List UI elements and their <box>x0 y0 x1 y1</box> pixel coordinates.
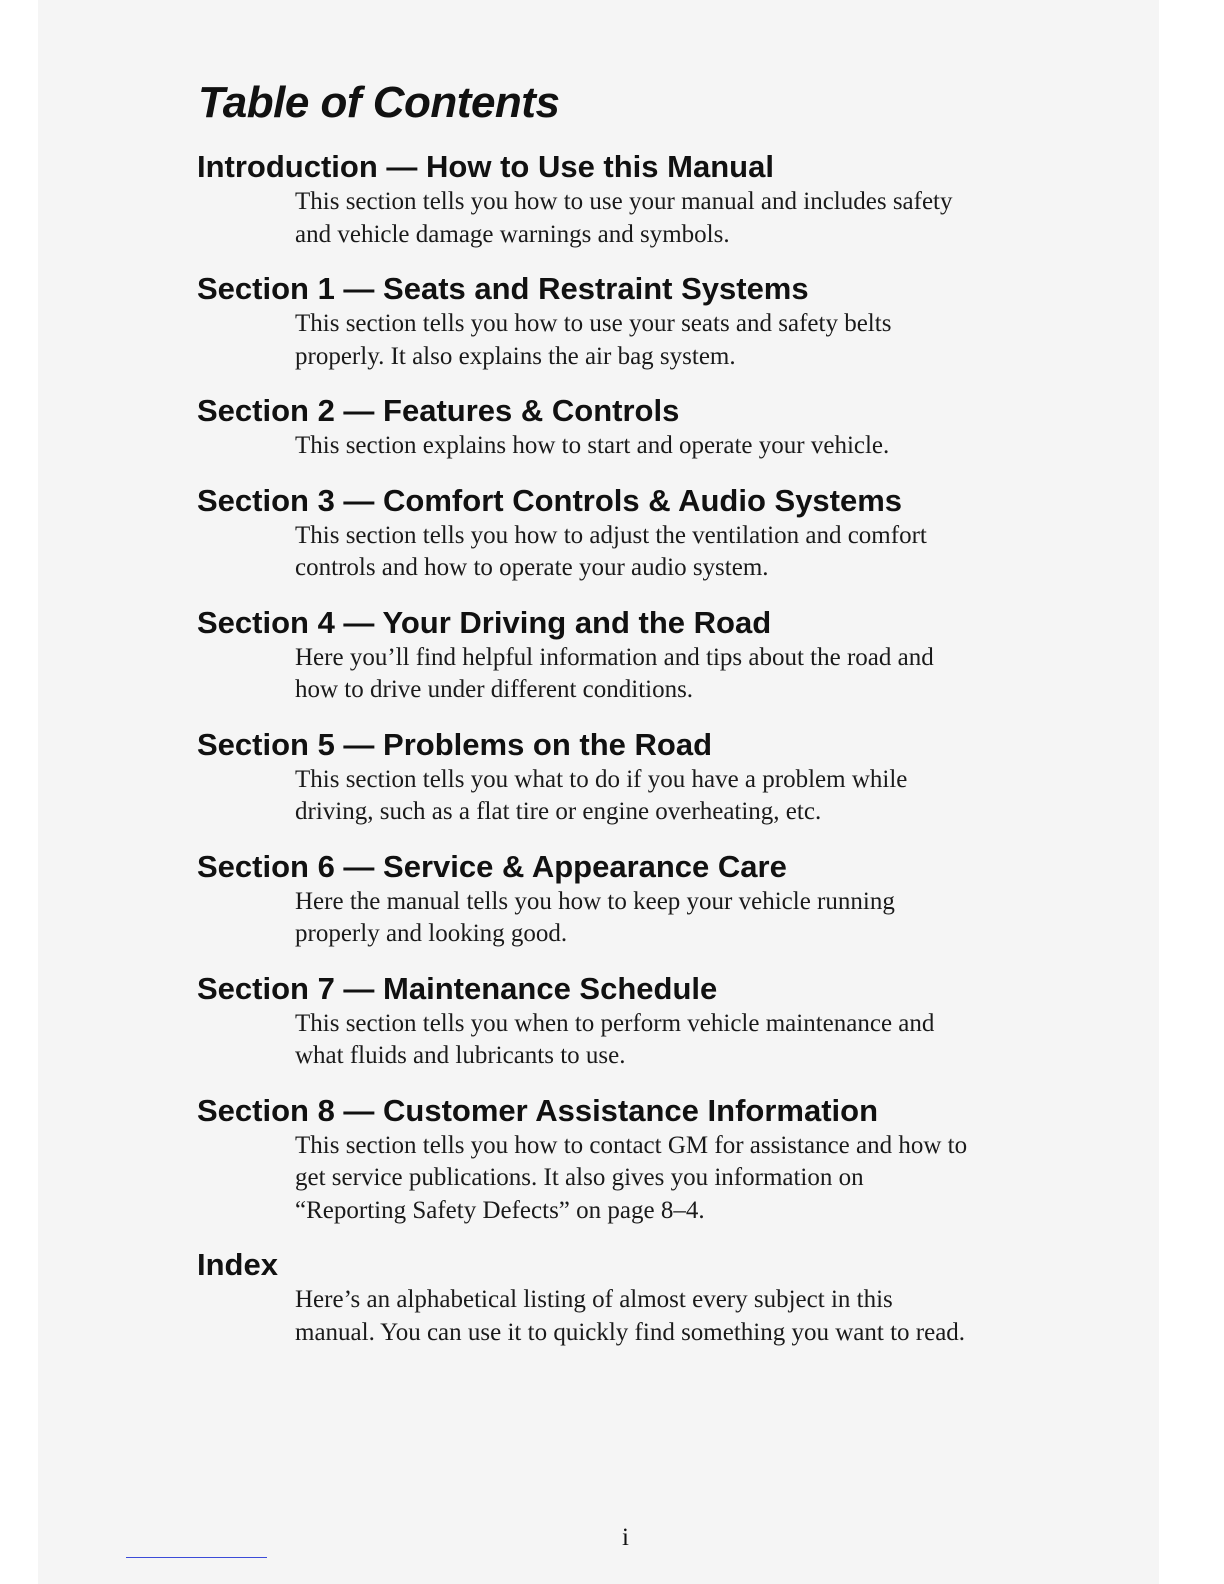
toc-entry-description-line: This section tells you what to do if you have a problem while <box>295 765 908 793</box>
toc-entry-description <box>295 308 1057 373</box>
toc-entry-heading: Section 1 — Seats and Restraint Systems <box>197 271 809 306</box>
toc-entry-heading: Section 8 — Customer Assistance Information <box>197 1092 879 1128</box>
toc-entry-description <box>295 764 1057 829</box>
toc-entry-description-line: This section tells you how to adjust the ventilation and comfort <box>295 521 927 549</box>
toc-entry-description-line: how to drive under different conditions. <box>295 676 694 703</box>
toc-entry <box>197 482 1057 585</box>
footer-rule <box>126 1557 267 1558</box>
toc-entry <box>197 148 1057 251</box>
toc-entry-description-line: Here the manual tells you how to keep your vehicle running <box>295 887 895 915</box>
toc-entry-description <box>295 186 1057 251</box>
page-number: i <box>622 1524 629 1551</box>
toc-entry <box>197 270 1057 373</box>
toc-entry-heading: Section 5 — Problems on the Road <box>197 726 713 762</box>
toc-entry-heading: Section 7 — Maintenance Schedule <box>197 970 718 1006</box>
toc-entry-description-line: controls and how to operate your audio system. <box>295 554 769 581</box>
toc-entry-description-line: This section tells you how to use your manual and includes safety <box>295 188 953 215</box>
toc-entry-heading: Introduction — How to Use this Manual <box>197 149 774 184</box>
toc-entry-heading: Index <box>197 1247 278 1282</box>
toc-entry-heading: Section 3 — Comfort Controls & Audio Systems <box>197 482 903 518</box>
toc-entry-heading: Section 2 — Features & Controls <box>197 393 680 428</box>
toc-entry-description-line: driving, such as a flat tire or engine overheating, etc. <box>295 798 822 825</box>
toc-entry <box>197 970 1057 1073</box>
toc-entry-description <box>295 1008 1057 1073</box>
toc-entry-heading: Section 4 — Your Driving and the Road <box>197 604 772 640</box>
toc-entry-heading: Section 6 — Service & Appearance Care <box>197 848 787 884</box>
toc-entry-description-line: what fluids and lubricants to use. <box>295 1042 626 1069</box>
toc-entry-description-line: This section tells you how to contact GM for assistance and how to <box>295 1131 968 1159</box>
toc-entry-description-line: manual. You can use it to quickly find something you want to read. <box>295 1318 966 1346</box>
table-of-contents <box>197 148 1057 1368</box>
toc-entry-description-line: and vehicle damage warnings and symbols. <box>295 220 730 248</box>
toc-entry-description-line: properly and looking good. <box>295 920 568 947</box>
toc-entry-description <box>295 1130 1057 1228</box>
toc-entry-description <box>295 642 1057 707</box>
toc-entry-description <box>295 886 1057 951</box>
toc-entry <box>197 726 1057 829</box>
toc-entry-description-line: This section explains how to start and operate your vehicle. <box>295 432 890 459</box>
toc-entry <box>197 848 1057 951</box>
toc-entry-description-line: “Reporting Safety Defects” on page 8–4. <box>295 1196 705 1224</box>
toc-entry-description-line: Here you’ll find helpful information and tips about the road and <box>295 643 934 671</box>
toc-entry-description <box>295 430 1057 463</box>
toc-entry <box>197 604 1057 707</box>
toc-entry-description-line: This section tells you how to use your seats and safety belts <box>295 310 892 337</box>
toc-entry-description-line: This section tells you when to perform vehicle maintenance and <box>295 1009 935 1037</box>
toc-entry-description <box>295 520 1057 585</box>
toc-entry-description-line: get service publications. It also gives you information on <box>295 1164 864 1191</box>
toc-entry-description-line: Here’s an alphabetical listing of almost every subject in this <box>295 1286 893 1313</box>
page-title: Table of Contents <box>198 78 560 127</box>
toc-entry <box>197 1246 1057 1349</box>
toc-entry <box>197 1092 1057 1228</box>
toc-entry-description-line: properly. It also explains the air bag system. <box>295 342 736 370</box>
toc-entry-description <box>295 1284 1057 1349</box>
toc-entry <box>197 392 1057 463</box>
